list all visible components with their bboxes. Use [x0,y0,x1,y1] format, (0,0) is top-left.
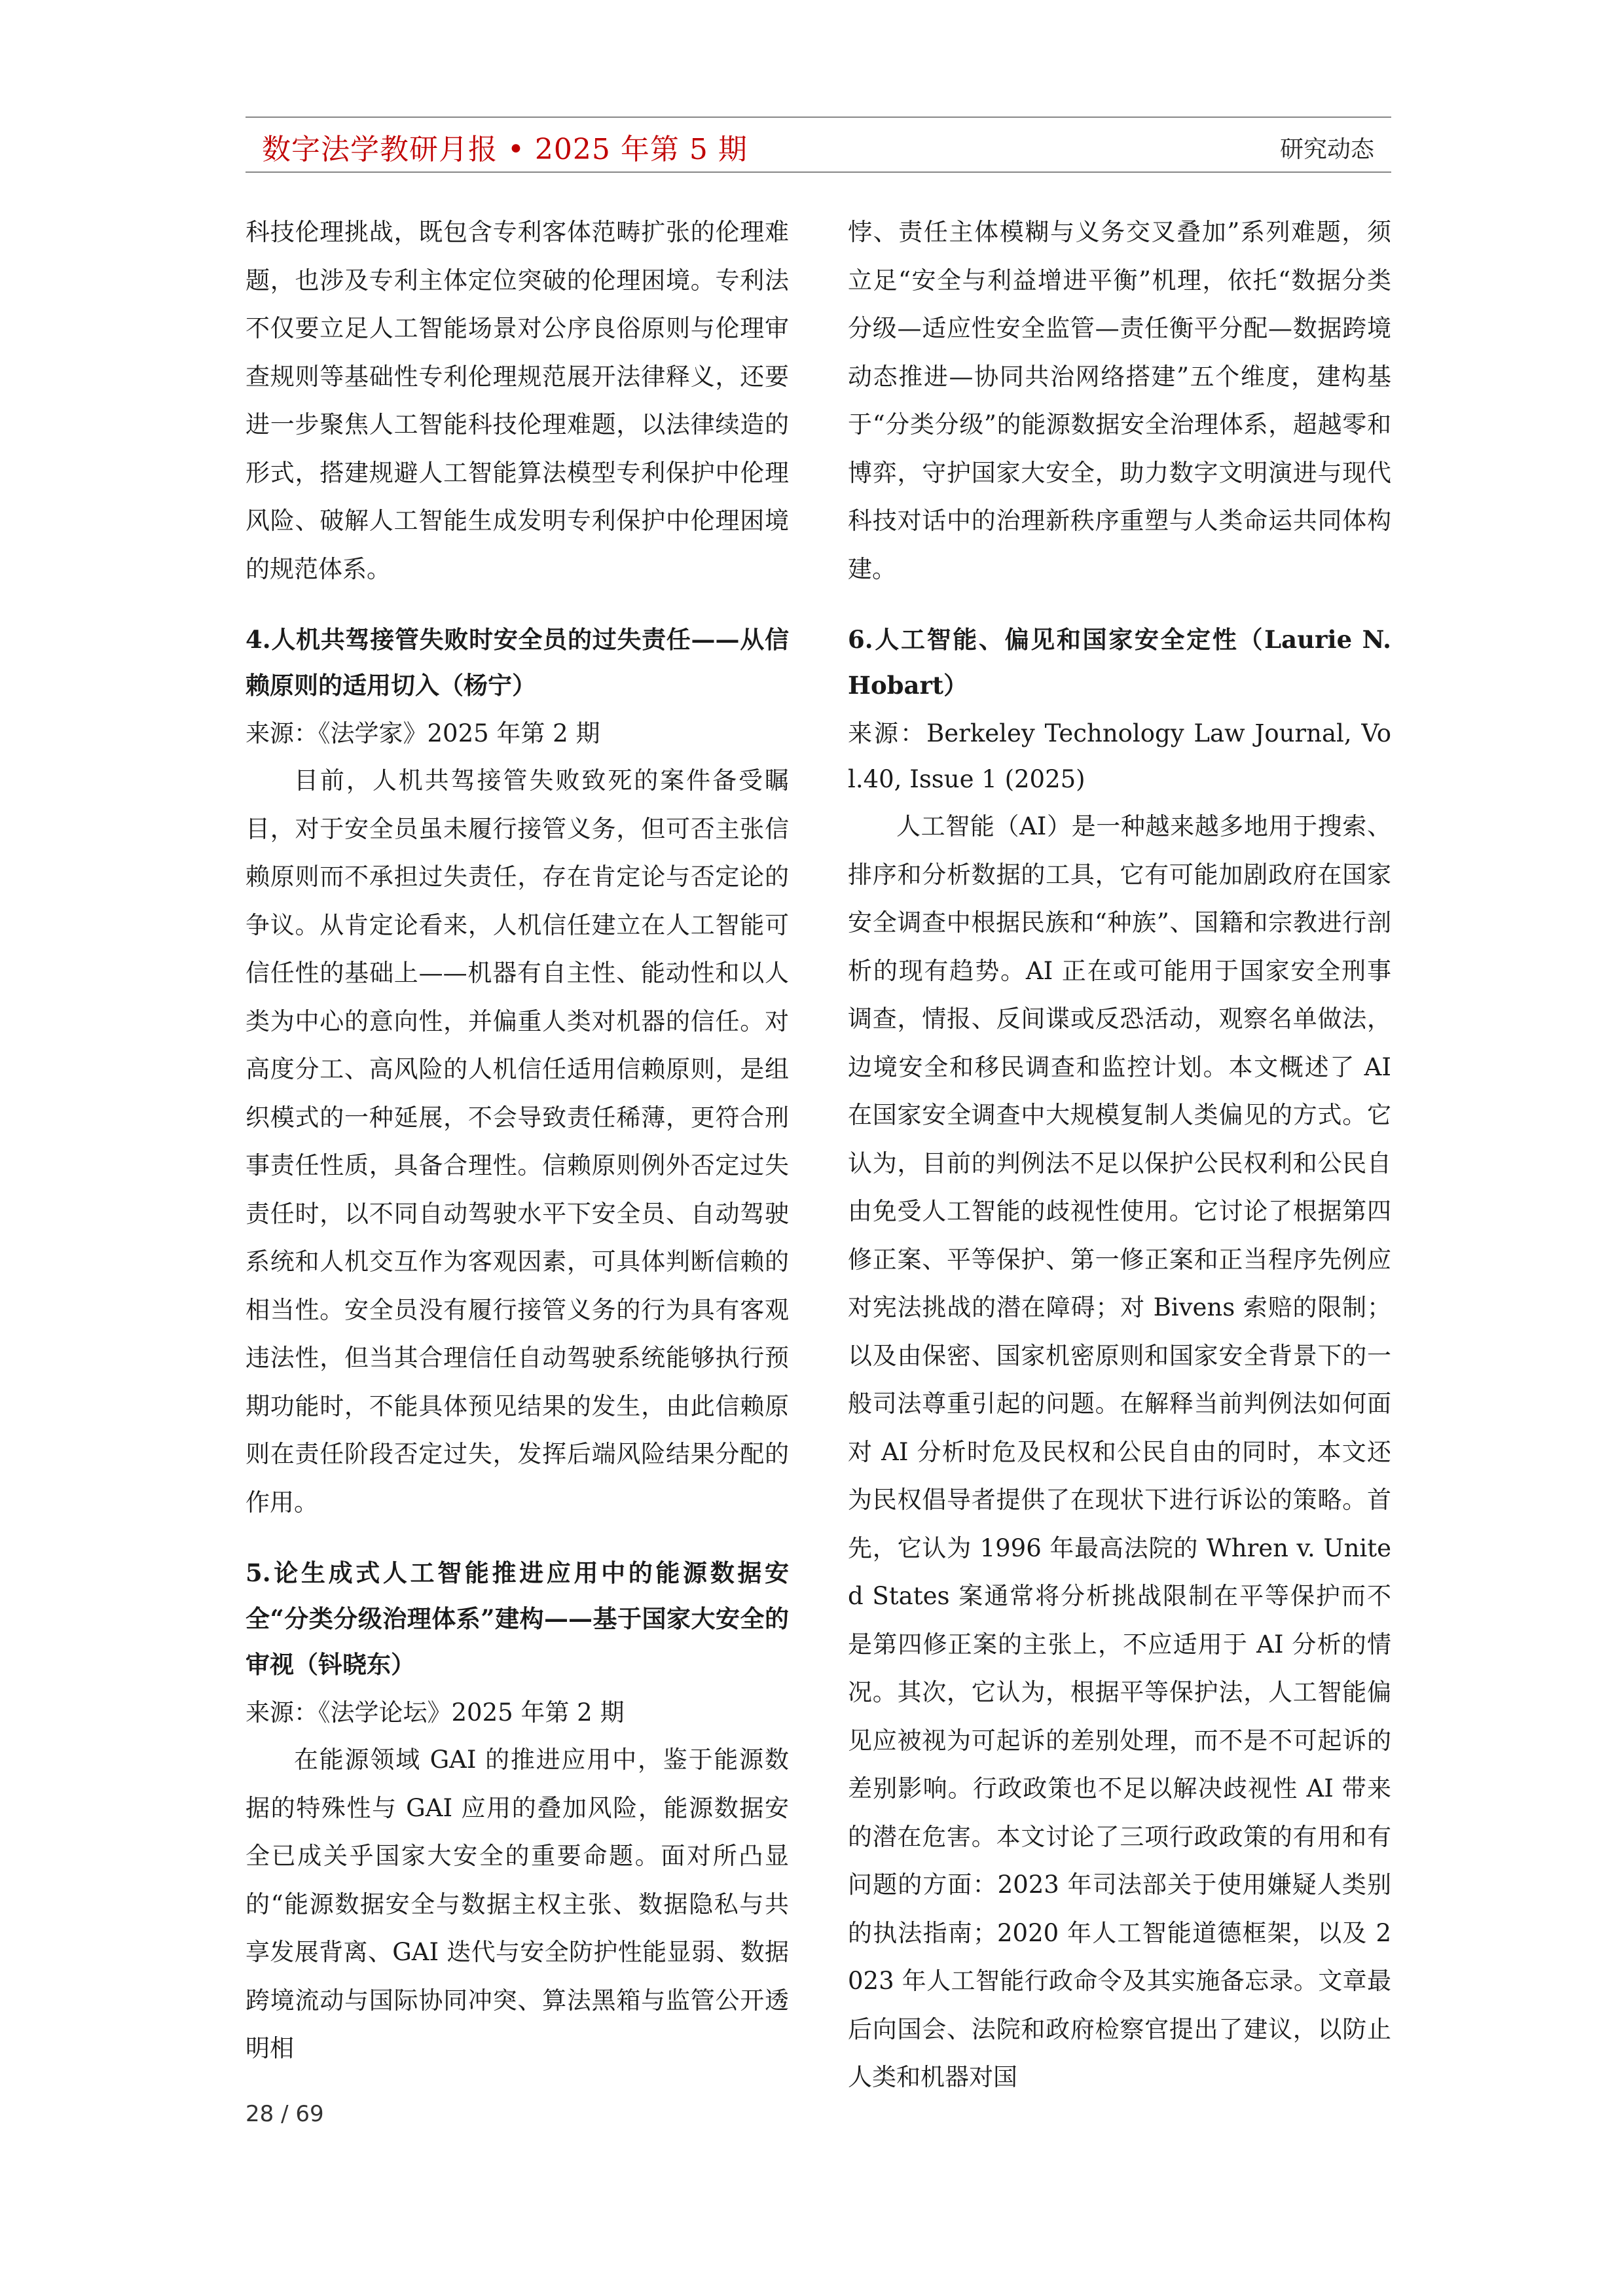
section-label: 研究动态 [1279,136,1374,163]
article-source: 来源：《法学论坛》2025 年第 2 期 [246,1698,625,1727]
article-source: 来源：《法学家》2025 年第 2 期 [246,719,600,747]
left-column [246,208,789,2073]
header-top-rule [246,117,1391,118]
article-entry-6 [848,617,1391,2102]
article-abstract: 目前，人机共驾接管失败致死的案件备受瞩目，对于安全员虽未履行接管义务，但可否主张信赖原则而不承担过失责任，存在肯定论与否定论的争议。从肯定论看来，人机信任建立在人工智能可信任性的基础上——机器有自主性、能动性和以人类为中心的意向性，并偏重人类对机器的信任。对高度分工、高风险的人机信任适用信赖原则，是组织模式的一种延展，不会导致责任稀薄，更符合刑事责任性质，具备合理性。信赖原则例外否定过失责任时，以不同自动驾驶水平下安全员、自动驾驶系统和人机交互作为客观因素，可具体判断信赖的相当性。安全员没有履行接管义务的行为具有客观违法性，但当其合理信任自动驾驶系统能够执行预期功能时，不能具体预见结果的发生，由此信赖原则在责任阶段否定过失，发挥后端风险结果分配的作用。 [246,766,789,1516]
journal-title: 数字法学教研月报 • 2025 年第 5 期 [262,133,748,166]
article-title: 6.人工智能、偏见和国家安全定性（Laurie N. Hobart） [848,625,1391,700]
article-entry-5 [246,1550,789,2073]
right-column [848,208,1391,2102]
article-title: 5.论生成式人工智能推进应用中的能源数据安全“分类分级治理体系”建构——基于国家大安全的审视（钭晓东） [246,1558,789,1679]
article-title: 4.人机共驾接管失败时安全员的过失责任——从信赖原则的适用切入（杨宁） [246,625,789,700]
article-abstract: 在能源领域 GAI 的推进应用中，鉴于能源数据的特殊性与 GAI 应用的叠加风险，能源数据安全已成关乎国家大安全的重要命题。面对所凸显的“能源数据安全与数据主权主张、数据隐私与共享发展背离、GAI 迭代与安全防护性能显弱、数据跨境流动与国际协同冲突、算法黑箱与监管公开透明相 [246,1746,789,2062]
article-source: 来源：Berkeley Technology Law Journal, Vol.40, Issue 1 (2025) [848,719,1391,793]
page-number: 28 / 69 [246,2101,324,2127]
header-bottom-rule [246,171,1391,173]
article-abstract: 人工智能（AI）是一种越来越多地用于搜索、排序和分析数据的工具，它有可能加剧政府在国家安全调查中根据民族和“种族”、国籍和宗教进行剖析的现有趋势。AI 正在或可能用于国家安全刑事调查，情报、反间谍或反恐活动，观察名单做法，边境安全和移民调查和监控计划。本文概述了 AI 在国家安全调查中大规模复制人类偏见的方式。它认为，目前的判例法不足以保护公民权利和公民自由免受人工智能的歧视性使用。它讨论了根据第四修正案、平等保护、第一修正案和正当程序先例应对宪法挑战的潜在障碍；对 Bivens 索赔的限制；以及由保密、国家机密原则和国家安全背景下的一般司法尊重引起的问题。在解释当前判例法如何面对 AI 分析时危及民权和公民自由的同时，本文还为民权倡导者提供了在现状下进行诉讼的策略。首先，它认为 1996 年最高法院的 Whren v. United States 案通常将分析挑战限制在平等保护而不是第四修正案的主张上，不应适用于 AI 分析的情况。其次，它认为，根据平等保护法，人工智能偏见应被视为可起诉的差别处理，而不是不可起诉的差别影响。行政政策也不足以解决歧视性 AI 带来的潜在危害。本文讨论了三项行政政策的有用和有问题的方面：2023 年司法部关于使用嫌疑人类别的执法指南；2020 年人工智能道德框架，以及 2023 年人工智能行政命令及其实施备忘录。文章最后向国会、法院和政府检察官提出了建议，以防止人类和机器对国 [848,812,1391,2091]
continued-paragraph-right: 悖、责任主体模糊与义务交叉叠加”系列难题，须立足“安全与利益增进平衡”机理，依托“数据分类分级—适应性安全监管—责任衡平分配—数据跨境动态推进—协同共治网络搭建”五个维度，建构基于“分类分级”的能源数据安全治理体系，超越零和博弈，守护国家大安全，助力数字文明演进与现代科技对话中的治理新秩序重塑与人类命运共同体构建。 [848,218,1391,583]
continued-paragraph-left: 科技伦理挑战，既包含专利客体范畴扩张的伦理难题，也涉及专利主体定位突破的伦理困境。专利法不仅要立足人工智能场景对公序良俗原则与伦理审查规则等基础性专利伦理规范展开法律释义，还要进一步聚焦人工智能科技伦理难题，以法律续造的形式，搭建规避人工智能算法模型专利保护中伦理风险、破解人工智能生成发明专利保护中伦理困境的规范体系。 [246,218,789,583]
article-entry-4 [246,617,789,1526]
